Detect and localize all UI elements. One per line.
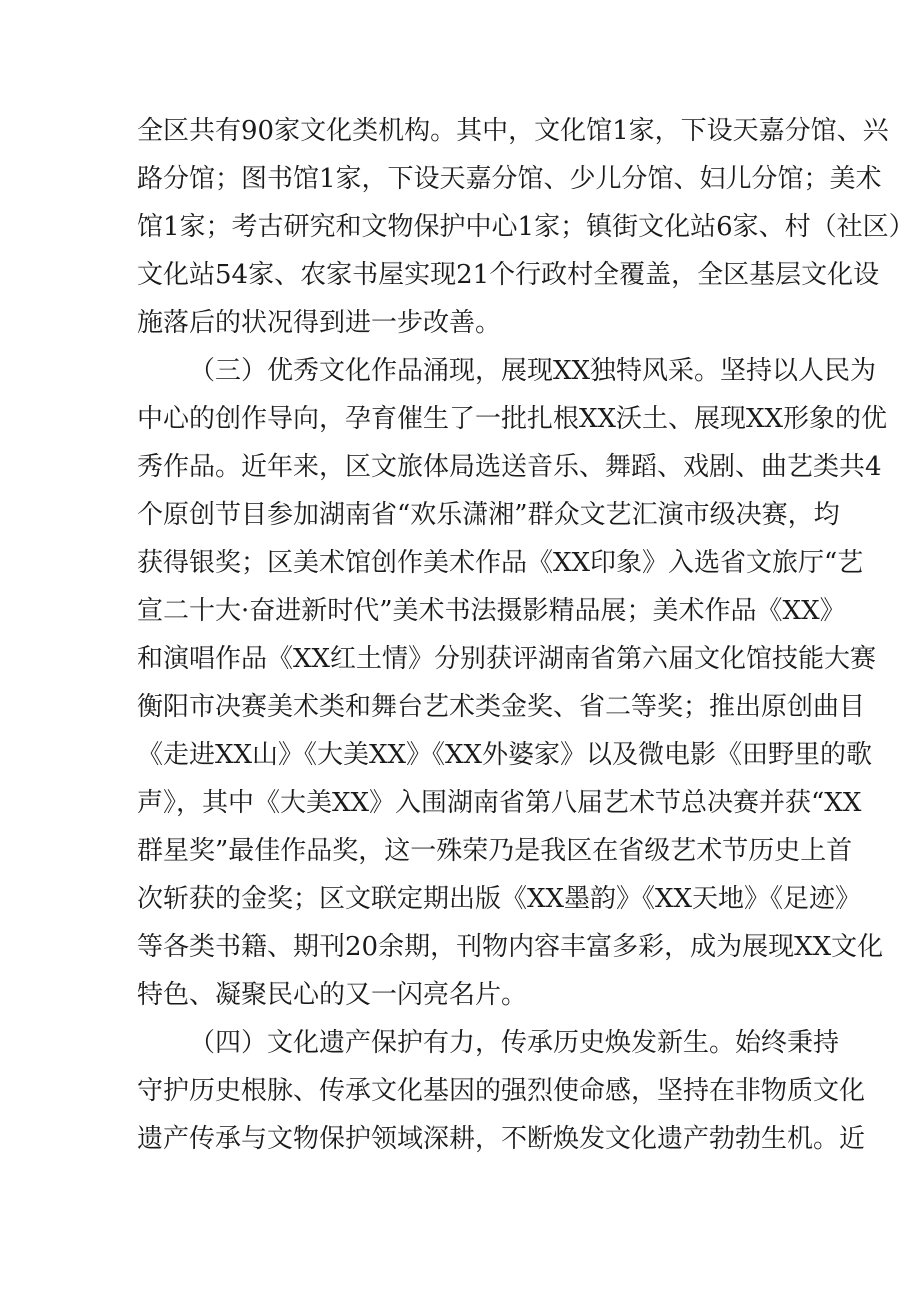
text-line: 等各类书籍、期刊20余期，刊物内容丰富多彩，成为展现XX文化 [137,932,884,962]
text-line: 次斩获的金奖；区文联定期出版《XX墨韵》《XX天地》《足迹》 [137,884,862,914]
text-line: 《走进XX山》《大美XX》《XX外婆家》以及微电影《田野里的歌 [137,740,873,770]
text-line: 秀作品。近年来，区文旅体局选送音乐、舞蹈、戏剧、曲艺类共4 [137,452,882,482]
text-line: 获得银奖；区美术馆创作美术作品《XX印象》入选省文旅厅“艺 [137,548,864,578]
text-line: 个原创节目参加湖南省“欢乐潇湘”群众文艺汇演市级决赛，均 [137,500,840,530]
text-line: 和演唱作品《XX红土情》分别获评湖南省第六届文化馆技能大赛 [137,644,877,674]
paragraph-heading-line: （三）优秀文化作品涌现，展现XX独特风采。坚持以人民为 [189,356,877,386]
text-line: 中心的创作导向，孕育催生了一批扎根XX沃土、展现XX形象的优 [137,404,888,434]
text-line: 施落后的状况得到进一步改善。 [137,308,502,338]
text-line: 全区共有90家文化类机构。其中，文化馆1家，下设天嘉分馆、兴 [137,116,889,146]
text-line: 衡阳市决赛美术类和舞台艺术类金奖、省二等奖；推出原创曲目 [137,692,866,722]
text-line: 守护历史根脉、传承文化基因的强烈使命感，坚持在非物质文化 [137,1076,866,1106]
paragraph-heading-line: （四）文化遗产保护有力，传承历史焕发新生。始终秉持 [189,1028,840,1058]
text-line: 路分馆；图书馆1家，下设天嘉分馆、少儿分馆、妇儿分馆；美术 [137,164,882,194]
text-line: 宣二十大·奋进新时代”美术书法摄影精品展；美术作品《XX》 [137,596,846,626]
text-line: 群星奖”最佳作品奖，这一殊荣乃是我区在省级艺术节历史上首 [137,836,853,866]
text-line: 特色、凝聚民心的又一闪亮名片。 [137,980,528,1010]
text-line: 声》，其中《大美XX》入围湖南省第八届艺术节总决赛并获“XX [137,788,862,818]
text-line: 馆1家；考古研究和文物保护中心1家；镇街文化站6家、村（社区） [137,212,915,242]
text-line: 遗产传承与文物保护领域深耕，不断焕发文化遗产勃勃生机。近 [137,1124,866,1154]
text-line: 文化站54家、农家书屋实现21个行政村全覆盖，全区基层文化设 [137,260,880,290]
